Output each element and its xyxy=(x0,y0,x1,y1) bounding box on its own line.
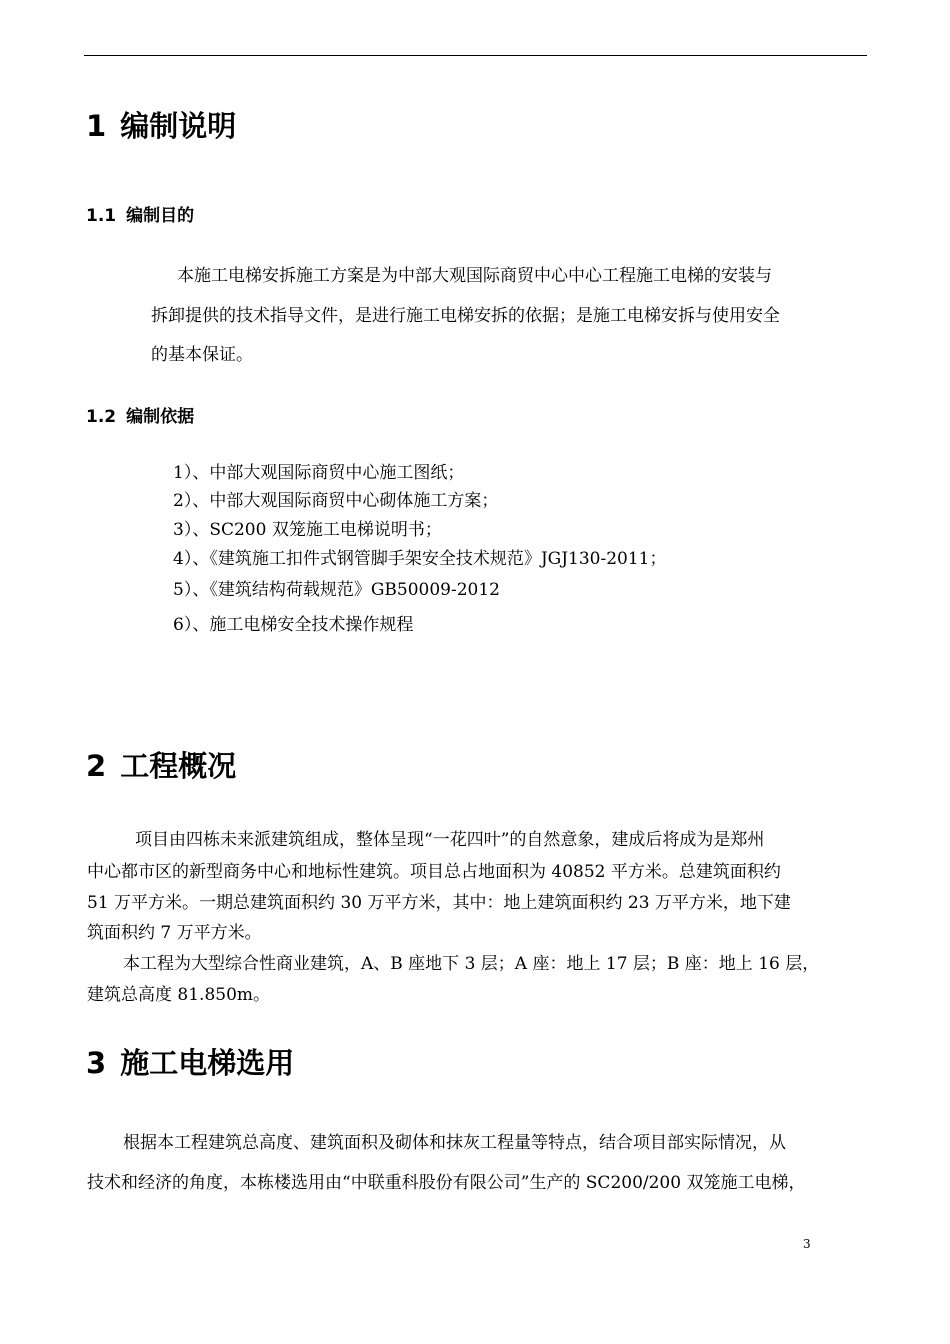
header-rule xyxy=(84,55,867,56)
list-item: 2）、中部大观国际商贸中心砌体施工方案； xyxy=(173,491,499,511)
paragraph-line: 中心都市区的新型商务中心和地标性建筑。项目总占地面积为 40852 平方米。总建筑面积约 xyxy=(87,862,781,882)
paragraph-line: 项目由四栋未来派建筑组成，整体呈现“一花四叶”的自然意象，建成后将成为是郑州 xyxy=(135,830,765,850)
section-3-number: 3 xyxy=(86,1046,107,1080)
section-2-heading xyxy=(86,744,236,785)
section-1-1-title: 编制目的 xyxy=(126,206,195,226)
section-2-title: 工程概况 xyxy=(120,749,237,783)
paragraph-line: 本工程为大型综合性商业建筑，A、B 座地下 3 层；A 座：地上 17 层；B 座：地上 16 层， xyxy=(123,954,820,974)
section-1-1-number: 1.1 xyxy=(86,206,117,226)
section-1-heading xyxy=(86,104,236,145)
section-1-2-heading xyxy=(86,402,194,427)
section-1-title: 编制说明 xyxy=(120,109,237,143)
list-item: 6）、施工电梯安全技术操作规程 xyxy=(173,615,414,635)
paragraph-line: 本施工电梯安拆施工方案是为中部大观国际商贸中心中心工程施工电梯的安装与 xyxy=(177,266,772,286)
paragraph-line: 建筑总高度 81.850m。 xyxy=(87,985,271,1005)
section-1-2-number: 1.2 xyxy=(86,407,117,427)
paragraph-line: 拆卸提供的技术指导文件，是进行施工电梯安拆的依据；是施工电梯安拆与使用安全 xyxy=(151,306,780,326)
list-item: 5）、《建筑结构荷载规范》GB50009-2012 xyxy=(173,580,500,600)
section-1-2-title: 编制依据 xyxy=(126,407,195,427)
list-item: 4）、《建筑施工扣件式钢管脚手架安全技术规范》JGJ130-2011； xyxy=(173,549,667,569)
paragraph-line: 的基本保证。 xyxy=(151,345,253,365)
page-number: 3 xyxy=(803,1237,811,1251)
section-3-heading xyxy=(86,1041,294,1082)
list-item: 3）、SC200 双笼施工电梯说明书； xyxy=(173,520,442,540)
section-1-1-heading xyxy=(86,201,194,226)
list-item: 1）、中部大观国际商贸中心施工图纸； xyxy=(173,463,465,483)
paragraph-line: 技术和经济的角度，本栋楼选用由“中联重科股份有限公司”生产的 SC200/200 双笼施工电梯， xyxy=(87,1173,806,1193)
section-3-title: 施工电梯选用 xyxy=(120,1046,295,1080)
section-1-number: 1 xyxy=(86,109,107,143)
paragraph-line: 51 万平方米。一期总建筑面积约 30 万平方米，其中：地上建筑面积约 23 万平方米，地下建 xyxy=(87,893,791,913)
paragraph-line: 筑面积约 7 万平方米。 xyxy=(87,923,262,943)
paragraph-line: 根据本工程建筑总高度、建筑面积及砌体和抹灰工程量等特点，结合项目部实际情况，从 xyxy=(123,1133,786,1153)
section-2-number: 2 xyxy=(86,749,107,783)
